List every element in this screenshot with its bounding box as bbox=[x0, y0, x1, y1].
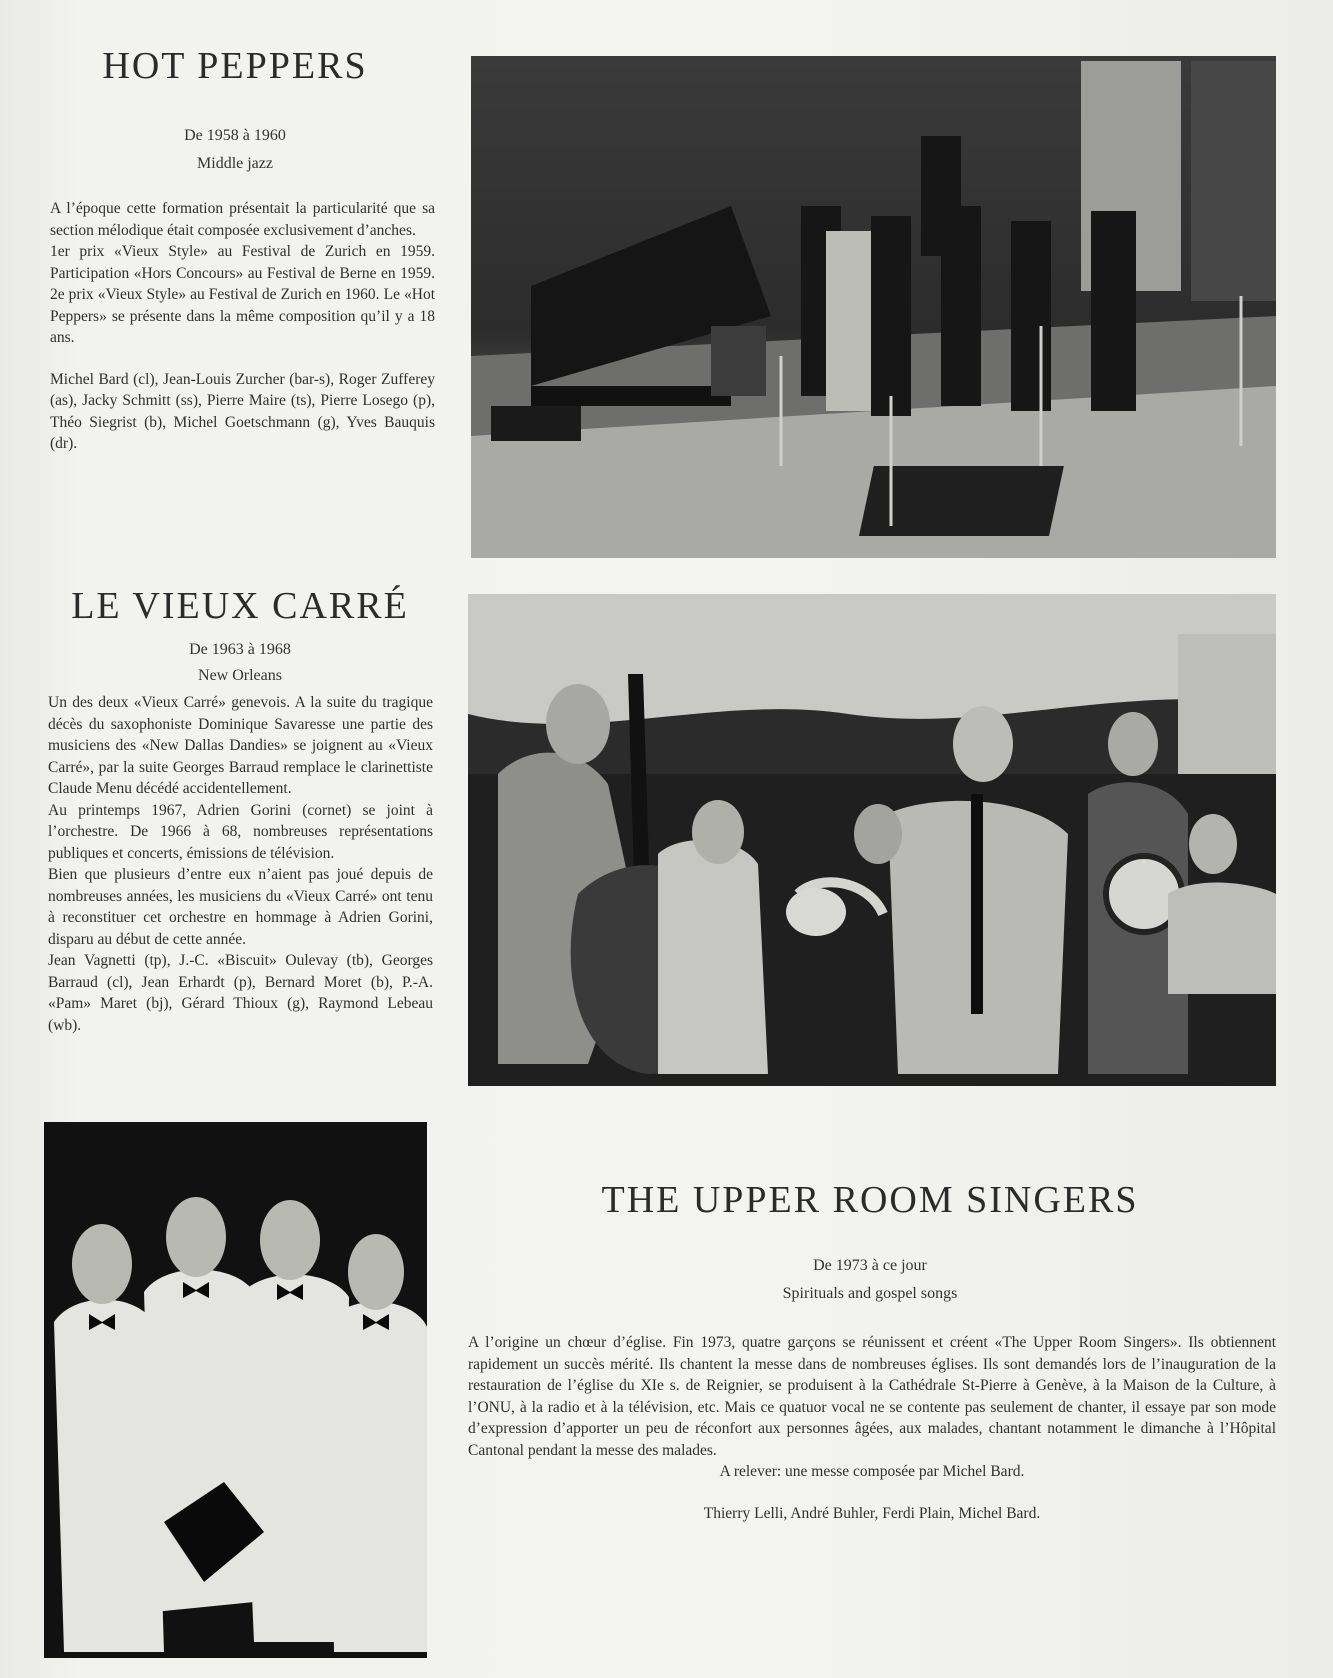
vieux-carre-para-1: Un des deux «Vieux Carré» genevois. A la suite du tragique décès du saxophoniste Dominique Savaresse une partie des musiciens des «New Dallas Dandies» se joignent au «Vieux Carré», par la suite Georges Barraud remplace le clarinettiste Claude Menu décédé accidentellement. bbox=[48, 694, 433, 797]
upper-room-text bbox=[468, 1332, 1276, 1524]
upper-room-members: Thierry Lelli, André Buhler, Ferdi Plain, Michel Bard. bbox=[703, 1504, 1041, 1522]
hot-peppers-title: HOT PEPPERS bbox=[102, 45, 368, 87]
hot-peppers-style: Middle jazz bbox=[197, 155, 273, 172]
hot-peppers-para-1: A l’époque cette formation présentait la particularité que sa section mélodique était composée exclusivement d’anches. bbox=[50, 200, 435, 239]
upper-room-style: Spirituals and gospel songs bbox=[782, 1285, 958, 1302]
hot-peppers-text bbox=[50, 198, 435, 455]
vieux-carre-para-2: Au printemps 1967, Adrien Gorini (cornet) se joint à l’orchestre. De 1966 à 68, nombreuses représentations publiques et concerts, émissions de télévision. bbox=[48, 801, 433, 862]
upper-room-para-2: A relever: une messe composée par Michel Bard. bbox=[719, 1463, 1025, 1480]
vieux-carre-title: LE VIEUX CARRÉ bbox=[71, 585, 409, 627]
vieux-carre-style: New Orleans bbox=[198, 667, 282, 684]
vieux-carre-dates: De 1963 à 1968 bbox=[189, 641, 291, 658]
vieux-carre-text bbox=[48, 692, 433, 1036]
upper-room-photo bbox=[44, 1122, 427, 1658]
hot-peppers-para-2: 1er prix «Vieux Style» au Festival de Zurich en 1959. Participation «Hors Concours» au Festival de Berne en 1959. 2e prix «Vieux Style» au Festival de Zurich en 1960. Le «Hot Peppers» se présente dans la même composition qu’il y a 18 ans. bbox=[50, 243, 435, 346]
upper-room-title: THE UPPER ROOM SINGERS bbox=[601, 1179, 1139, 1221]
hot-peppers-photo bbox=[471, 56, 1276, 558]
upper-room-para-1: A l’origine un chœur d’église. Fin 1973, quatre garçons se réunissent et créent «The Upper Room Singers». Ils obtiennent rapidement un succès mérité. Ils chantent la messe dans de nombreuses églises. Ils sont demandés lors de l’inauguration de la restauration de l’église du XIe s. de Reignier, se produisent à la Cathédrale St-Pierre à Genève, à la Maison de la Culture, à l’ONU, à la radio et à la télévision, etc. Mais ce quatuor vocal ne se contente pas seulement de chanter, il essaye par son mode d’expression d’apporter un peu de réconfort aux personnes âgées, aux malades, chantant notamment le dimanche à l’Hôpital Cantonal pendant la messe des malades. bbox=[468, 1334, 1276, 1459]
vieux-carre-photo bbox=[468, 594, 1276, 1086]
vieux-carre-members: Jean Vagnetti (tp), J.-C. «Biscuit» Oulevay (tb), Georges Barraud (cl), Jean Erhardt (p), Bernard Moret (b), P.-A. «Pam» Maret (bj), Gérard Thioux (g), Raymond Lebeau (wb). bbox=[48, 952, 433, 1034]
upper-room-dates: De 1973 à ce jour bbox=[813, 1257, 927, 1274]
vieux-carre-para-3: Bien que plusieurs d’entre eux n’aient pas joué depuis de nombreuses années, les musiciens du «Vieux Carré» ont tenu à reconstituer cet orchestre en hommage à Adrien Gorini, disparu au début de cette année. bbox=[48, 866, 433, 948]
hot-peppers-dates: De 1958 à 1960 bbox=[184, 127, 286, 144]
hot-peppers-members: Michel Bard (cl), Jean-Louis Zurcher (bar-s), Roger Zufferey (as), Jacky Schmitt (ss), Pierre Maire (ts), Pierre Losego (p), Théo Siegrist (b), Michel Goetschmann (g), Yves Bauquis (dr). bbox=[50, 370, 435, 452]
